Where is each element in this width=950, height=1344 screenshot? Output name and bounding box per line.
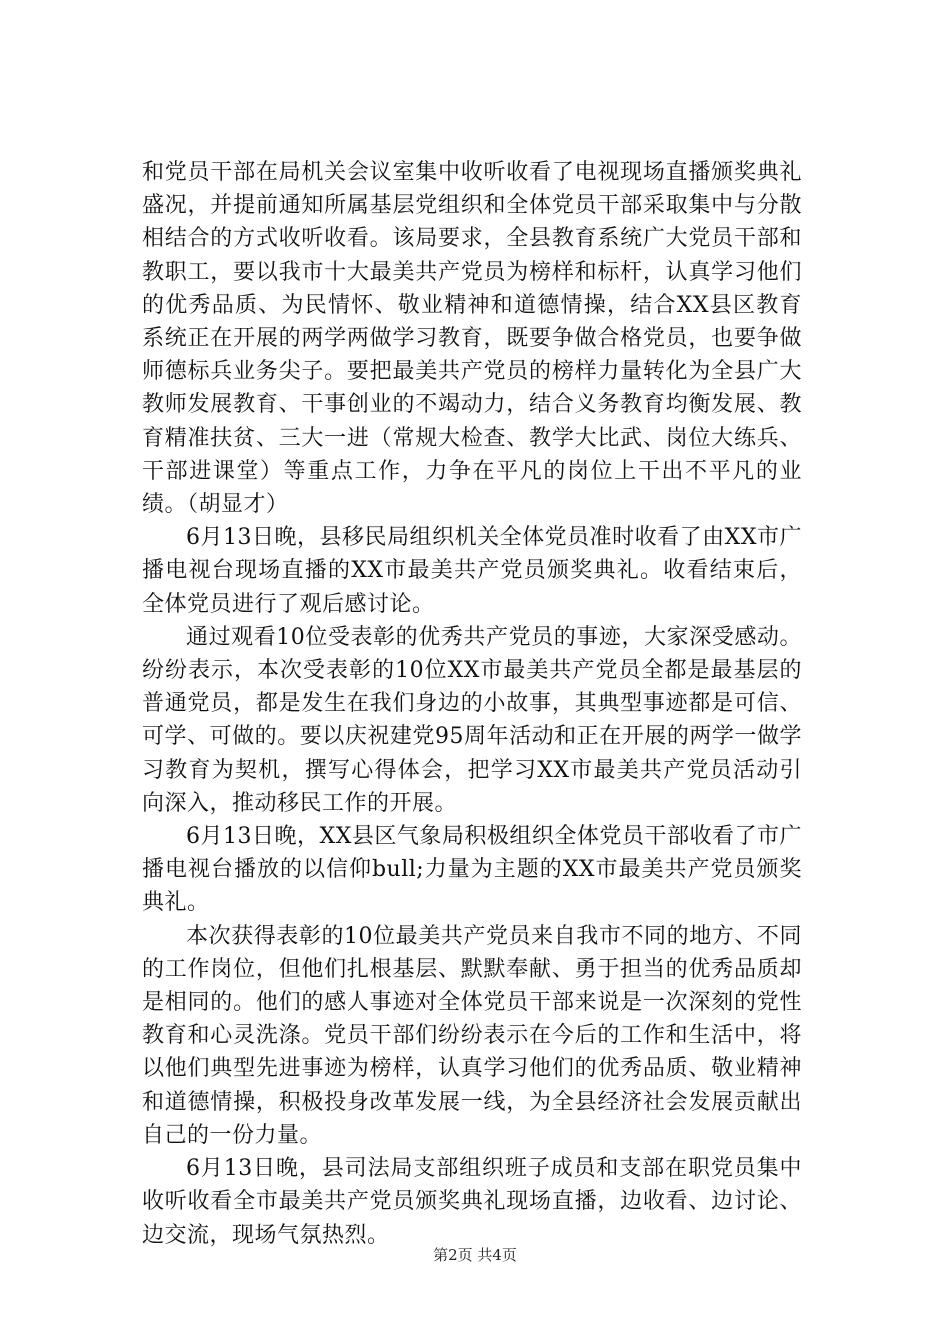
document-body: [142, 156, 802, 1252]
paragraph-justice-bureau: 6月13日晚，县司法局支部组织班子成员和支部在职党员集中收听收看全市最美共产党员颁奖典礼现场直播，边收看、边讨论、边交流，现场气氛热烈。: [142, 1156, 802, 1248]
page-number-label: 第2页 共4页: [433, 1246, 517, 1264]
paragraph-meteorology-bureau: 6月13日晚，XX县区气象局积极组织全体党员干部收看了市广播电视台播放的以信仰bull;力量为主题的XX市最美共产党员颁奖典礼。: [142, 824, 802, 916]
paragraph-continued: 和党员干部在局机关会议室集中收听收看了电视现场直播颁奖典礼盛况，并提前通知所属基层党组织和全体党员干部采取集中与分散相结合的方式收听收看。该局要求，全县教育系统广大党员干部和教职工，要以我市十大最美共产党员为榜样和标杆，认真学习他们的优秀品质、为民情怀、敬业精神和道德情操，结合XX县区教育系统正在开展的两学两做学习教育，既要争做合格党员，也要争做师德标兵业务尖子。要把最美共产党员的榜样力量转化为全县广大教师发展教育、干事创业的不竭动力，结合义务教育均衡发展、教育精准扶贫、三大一进（常规大检查、教学大比武、岗位大练兵、干部进课堂）等重点工作，力争在平凡的岗位上干出不平凡的业绩。（胡显才）: [142, 160, 802, 518]
paragraph-meteorology-reflection: 本次获得表彰的10位最美共产党员来自我市不同的地方、不同的工作岗位，但他们扎根基层、默默奉献、勇于担当的优秀品质却是相同的。他们的感人事迹对全体党员干部来说是一次深刻的党性教育和心灵洗涤。党员干部们纷纷表示在今后的工作和生活中，将以他们典型先进事迹为榜样，认真学习他们的优秀品质、敬业精神和道德情操，积极投身改革发展一线，为全县经济社会发展贡献出自己的一份力量。: [142, 923, 802, 1148]
paragraph-migration-bureau: 6月13日晚，县移民局组织机关全体党员准时收看了由XX市广播电视台现场直播的XX市最美共产党员颁奖典礼。收看结束后，全体党员进行了观后感讨论。: [142, 525, 802, 617]
page-footer: [0, 1244, 950, 1265]
paragraph-migration-reflection: 通过观看10位受表彰的优秀共产党员的事迹，大家深受感动。纷纷表示，本次受表彰的10位XX市最美共产党员全都是最基层的普通党员，都是发生在我们身边的小故事，其典型事迹都是可信、可学、可做的。要以庆祝建党95周年活动和正在开展的两学一做学习教育为契机，撰写心得体会，把学习XX市最美共产党员活动引向深入，推动移民工作的开展。: [142, 624, 802, 816]
